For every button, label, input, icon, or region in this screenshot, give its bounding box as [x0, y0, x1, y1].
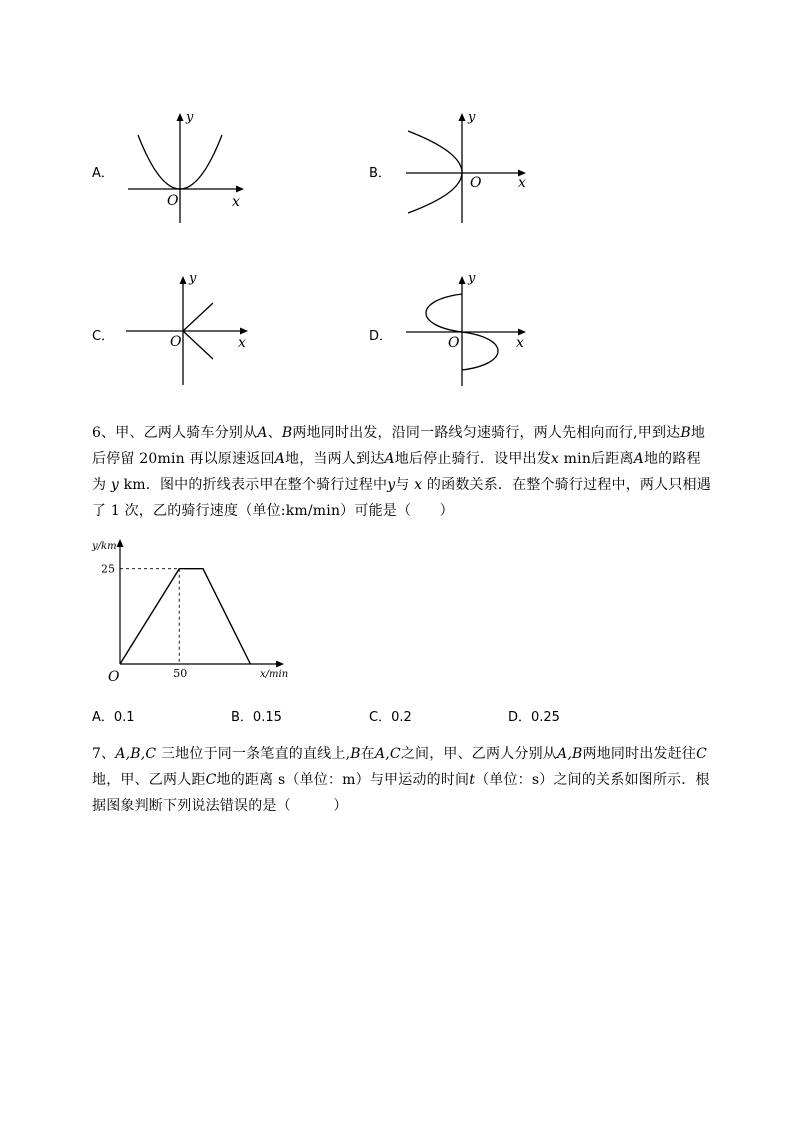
- option-d-label: D．: [369, 329, 393, 344]
- option-c-label: C．: [92, 329, 115, 344]
- y-axis-label: y: [468, 110, 476, 125]
- x-axis-title: x/min: [260, 669, 289, 680]
- q7-line-2: 地，甲、乙两人距C地的距离 s（单位：m）与甲运动的时间t（单位：s）之间的关系如图所示．根: [92, 772, 710, 788]
- q6-distance-chart: [88, 535, 298, 685]
- x-axis-label: x: [232, 194, 240, 210]
- option-a-graph: [120, 105, 255, 230]
- q6-line-2: 后停留 20min 再以原速返回A地，当两人到达A地后停止骑行．设甲出发x min后距离A地的路程: [92, 451, 701, 467]
- q6-choice-c: C．0.2: [369, 710, 412, 725]
- origin-label: O: [108, 669, 120, 685]
- x-axis-arrow: [276, 661, 284, 668]
- option-a-label: A．: [92, 166, 114, 181]
- y-axis-label: y: [468, 271, 476, 286]
- option-c-graph: [120, 268, 255, 393]
- y-tick-label-25: 25: [101, 562, 115, 576]
- q6-line-4: 了 1 次，乙的骑行速度（单位:km/min）可能是（ ）: [92, 503, 454, 519]
- x-axis-label: x: [516, 335, 524, 351]
- y-axis-label: y: [189, 271, 197, 286]
- origin-label: O: [470, 175, 482, 191]
- y-axis-title: y/km: [92, 541, 117, 552]
- sideways-parabola-curve: [408, 131, 462, 213]
- origin-label: O: [167, 193, 179, 209]
- y-axis-label: y: [186, 110, 194, 125]
- y-axis-arrow: [117, 539, 124, 547]
- origin-label: O: [170, 334, 182, 350]
- option-b-graph: [400, 105, 535, 230]
- x-axis-arrow: [236, 186, 244, 193]
- y-axis-arrow: [180, 276, 187, 284]
- y-axis-arrow: [459, 113, 466, 121]
- series-line-jia: [120, 569, 250, 664]
- q6-choice-b: B．0.15: [231, 710, 282, 725]
- q6-line-3: 为 y km．图中的折线表示甲在整个骑行过程中y与 x 的函数关系．在整个骑行过程中，两人只相遇: [92, 477, 711, 493]
- option-b-label: B．: [369, 166, 391, 181]
- lower-ray: [183, 331, 213, 359]
- upper-ray: [183, 303, 213, 331]
- q6-choice-a: A．0.1: [92, 710, 135, 725]
- x-axis-arrow: [240, 328, 248, 335]
- x-tick-label-50: 50: [173, 667, 188, 680]
- q7-line-1: 7、A,B,C 三地位于同一条笔直的直线上,B在A,C之间，甲、乙两人分别从A,B两地同时出发赶往C: [92, 746, 707, 762]
- x-axis-label: x: [518, 175, 526, 191]
- y-axis-arrow: [177, 113, 184, 121]
- q7-line-3: 据图象判断下列说法错误的是（ ）: [92, 798, 348, 814]
- y-axis-arrow: [459, 276, 466, 284]
- option-d-graph: [400, 268, 535, 393]
- q6-choice-d: D．0.25: [508, 710, 560, 725]
- x-axis-label: x: [238, 335, 246, 351]
- origin-label: O: [448, 335, 460, 351]
- q6-line-1: 6、甲、乙两人骑车分别从A、B两地同时出发，沿同一路线匀速骑行，两人先相向而行,甲到达B地: [92, 425, 706, 441]
